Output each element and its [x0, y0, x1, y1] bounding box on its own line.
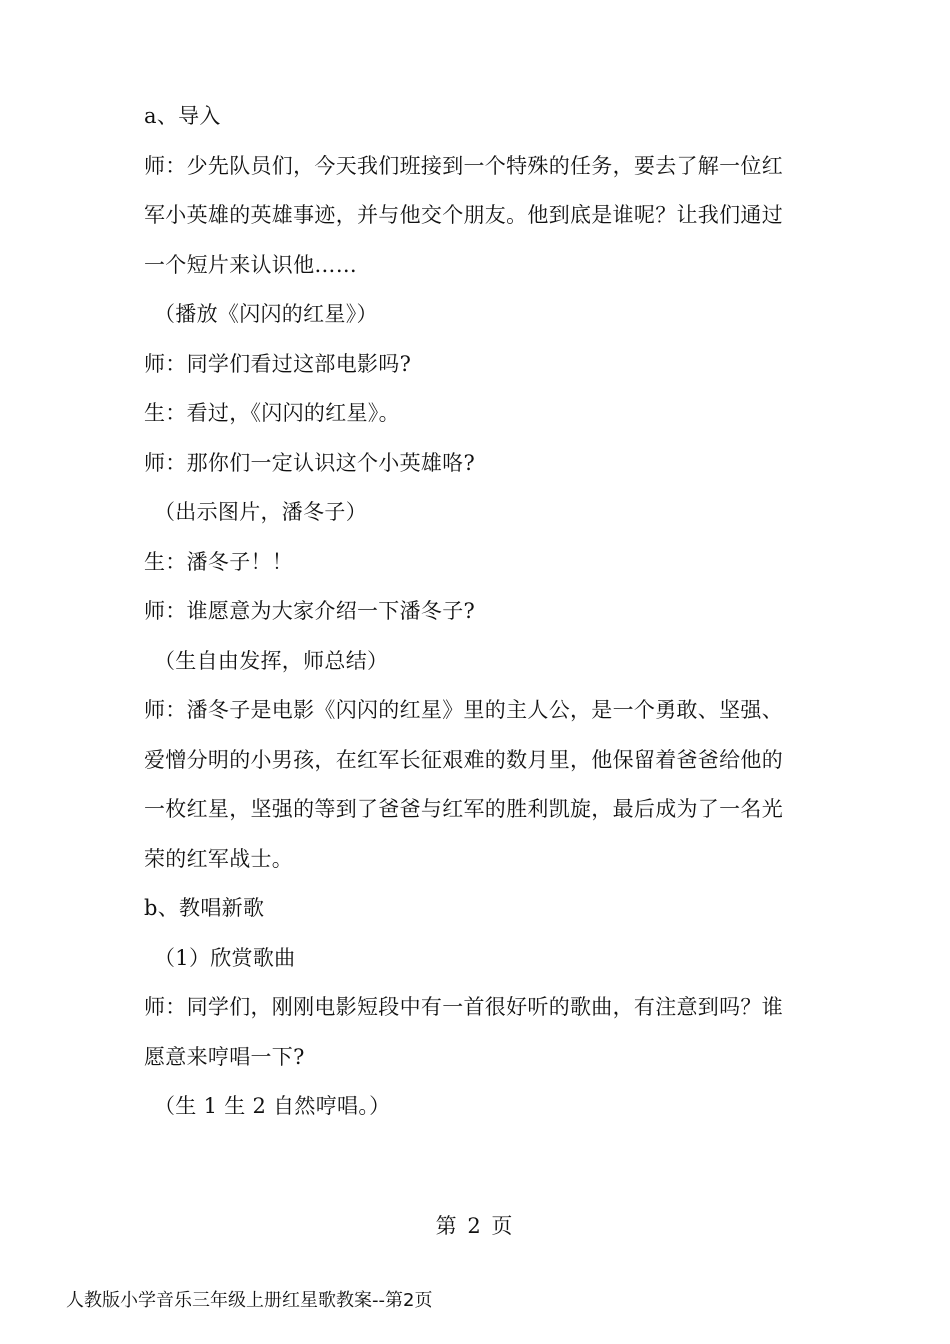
text-line: a、导入: [144, 104, 221, 128]
text-line: （生 1 生 2 自然哼唱。）: [154, 1094, 391, 1118]
text-line: 师：谁愿意为大家介绍一下潘冬子?: [144, 599, 476, 623]
text-line: b、教唱新歌: [144, 896, 265, 920]
text-line: 师：同学们看过这部电影吗?: [144, 351, 412, 376]
text-line: 师：同学们，刚刚电影短段中有一首很好听的歌曲，有注意到吗？谁: [144, 995, 783, 1019]
text-line: 愿意来哼唱一下?: [144, 1044, 305, 1069]
text-line: 师：少先队员们，今天我们班接到一个特殊的任务，要去了解一位红: [144, 153, 783, 178]
text-line: 荣的红军战士。: [144, 846, 294, 871]
text-line: （播放《闪闪的红星》）: [154, 302, 378, 326]
text-line: （出示图片，潘冬子）: [154, 500, 367, 524]
text-line: 军小英雄的英雄事迹，并与他交个朋友。他到底是谁呢？让我们通过: [144, 203, 783, 227]
text-line: 一枚红星，坚强的等到了爸爸与红军的胜利凯旋，最后成为了一名光: [144, 797, 783, 821]
text-line: 生：潘冬子！！: [144, 549, 294, 574]
text-line: 生：看过，《闪闪的红星》。: [144, 401, 400, 425]
footer-caption: 人教版小学音乐三年级上册红星歌教案--第2页: [66, 1290, 433, 1311]
text-line: （生自由发挥，师总结）: [154, 648, 389, 673]
page-number: 第 2 页: [435, 1214, 515, 1238]
text-line: （1）欣赏歌曲: [154, 945, 296, 970]
text-line: 爱憎分明的小男孩，在红军长征艰难的数月里，他保留着爸爸给他的: [144, 747, 783, 772]
text-line: 一个短片来认识他……: [144, 252, 357, 277]
text-line: 师：那你们一定认识这个小英雄咯?: [144, 450, 476, 475]
text-line: 师：潘冬子是电影《闪闪的红星》里的主人公，是一个勇敢、坚强、: [144, 698, 783, 722]
document-body: [144, 92, 834, 1132]
